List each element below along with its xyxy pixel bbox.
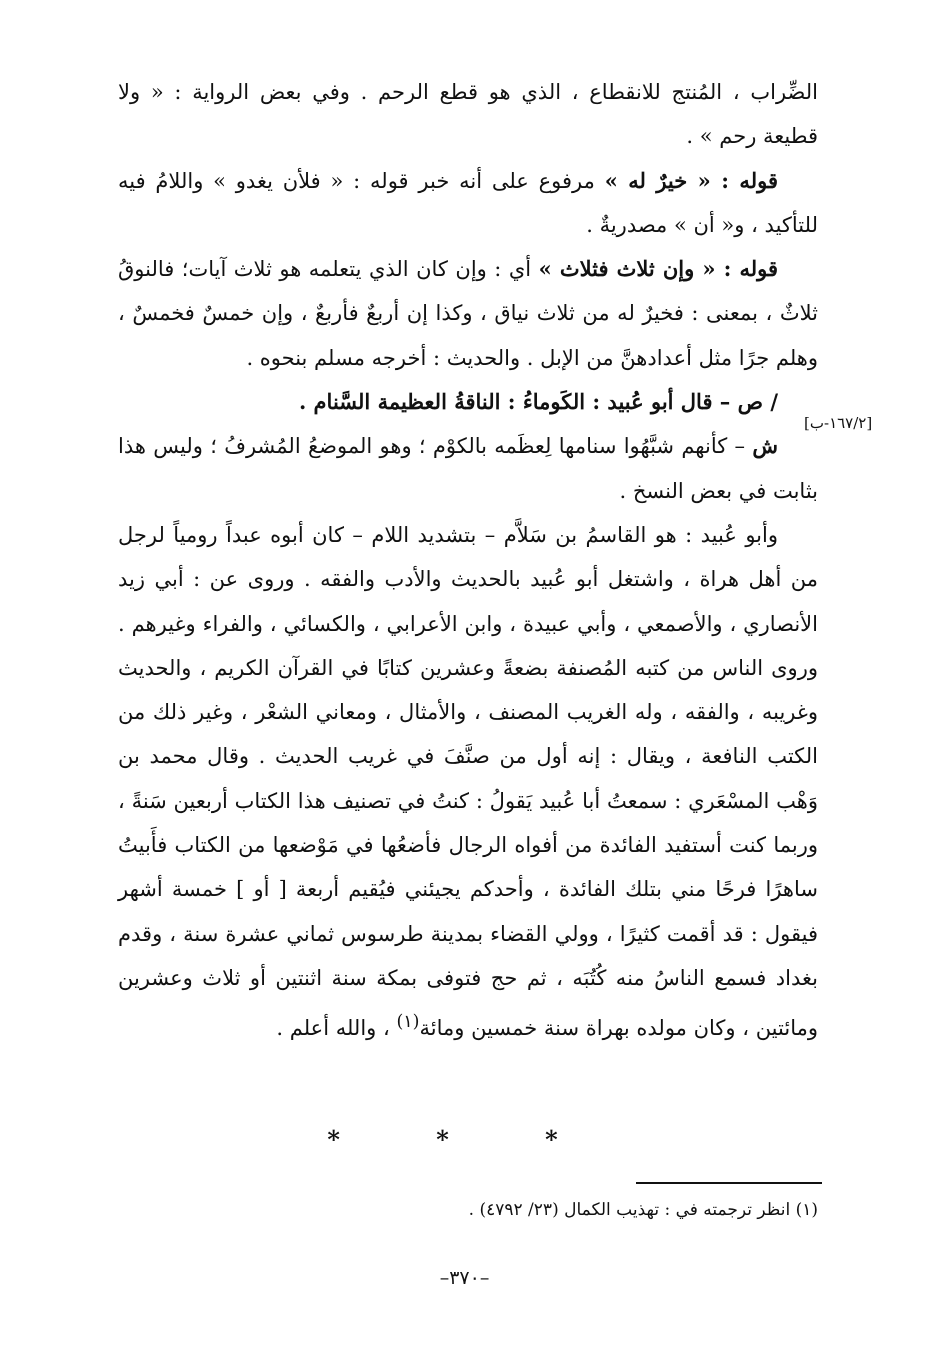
paragraph-tail: ، والله أعلم . bbox=[276, 1016, 397, 1041]
paragraph-4 bbox=[118, 380, 818, 424]
paragraph-6 bbox=[118, 513, 818, 1051]
paragraph-lead: قوله : « وإن ثلاث فثلاث » bbox=[538, 256, 779, 282]
paragraph-text: الضِّراب ، المُنتج للانقطاع ، الذي هو قطع الرحم . وفي بعض الرواية : « ولا قطيعة رحم » . bbox=[118, 80, 818, 149]
margin-folio-note: [١٦٧/٢-ب] bbox=[804, 414, 873, 432]
page-number: –٣٧٠– bbox=[439, 1267, 490, 1289]
footnote: (١) انظر ترجمته في : تهذيب الكمال (٢٣/ ٤٧٩٢) . bbox=[468, 1200, 818, 1220]
main-text bbox=[118, 70, 818, 1051]
paragraph-1 bbox=[118, 70, 818, 159]
paragraph-text: أي : وإن كان الذي يتعلمه هو ثلاث آيات؛ فالنوقُ ثلاثٌ ، بمعنى : فخيرٌ له من ثلاث نياق ، وكذا إن أربعٌ فأربعٌ ، وإن خمسٌ فخمسٌ ، وهلم جرًا مثل أعدادهنَّ من الإبل . والحديث : أخرجه مسلم بنحوه . bbox=[118, 257, 818, 370]
paragraph-5 bbox=[118, 424, 818, 513]
paragraph-text: وأبو عُبيد : هو القاسمُ بن سَلاَّم – بتشديد اللام – كان أبوه عبداً رومياً لرجل من أهل هراة ، واشتغل أبو عُبيد بالحديث والأدب والفقه . وروى عن : أبي زيد الأنصاري ، والأصمعي ، وأبي عبيدة ، وابن الأعرابي ، والكسائي ، والفراء وغيرهم . وروى الناس من كتبه المُصنفة بضعةً وعشرين كتابًا في القرآن الكريم ، والحديث وغريبه ، والفقه ، وله الغريب المصنف ، والأمثال ، ومعاني الشعْر ، وغير ذلك من الكتب النافعة ، ويقال : إنه أول من صنَّفَ في غريب الحديث . وقال محمد بن وَهْب المسْعَري : سمعتُ أبا عُبيد يَقولُ : كنتُ في تصنيف هذا الكتاب أربعين سَنةً ، وربما كنت أستفيد الفائدة من أفواه الرجال فأضعُها في مَوْضعها من الكتاب فأَبيتُ ساهرًا فرحًا مني بتلك الفائدة ، وأحدكم يجيئني فيُقيم أربعة [ أو ] خمسة أشهر فيقول : قد أقمت كثيرًا ، وولي القضاء بمدينة طرسوس ثماني عشرة سنة ، وقدم بغداد فسمع الناسُ منه كُتُبَه ، ثم حج فتوفى بمكة سنة اثنتين أو ثلاث وعشرين ومائتين ، وكان مولده بهراة سنة خمسين ومائة bbox=[118, 522, 819, 1041]
paragraph-3 bbox=[118, 247, 818, 380]
footnote-reference[interactable]: (١) bbox=[396, 1012, 420, 1033]
paragraph-lead: / ص – قال أبو عُبيد : الكَوماءُ : الناقةُ العظيمة السَّنام . bbox=[298, 389, 778, 415]
paragraph-text: – كأنهم شبَّهُوا سنامها لِعظَمه بالكوْم ؛ وهو الموضعُ المُشرفُ ؛ وليس هذا بثابت في بعض النسخ . bbox=[118, 434, 818, 503]
paragraph-lead: ش bbox=[752, 433, 778, 459]
paragraph-text: مرفوع على أنه خبر قوله : « فلأن يغدو » واللامُ فيه للتأكيد ، و« أن » مصدريةٌ . bbox=[118, 168, 818, 237]
footnote-divider bbox=[636, 1182, 822, 1184]
section-separator: * * * bbox=[327, 1125, 602, 1154]
paragraph-2 bbox=[118, 159, 818, 248]
paragraph-lead: قوله : « خيرٌ له » bbox=[604, 167, 778, 193]
